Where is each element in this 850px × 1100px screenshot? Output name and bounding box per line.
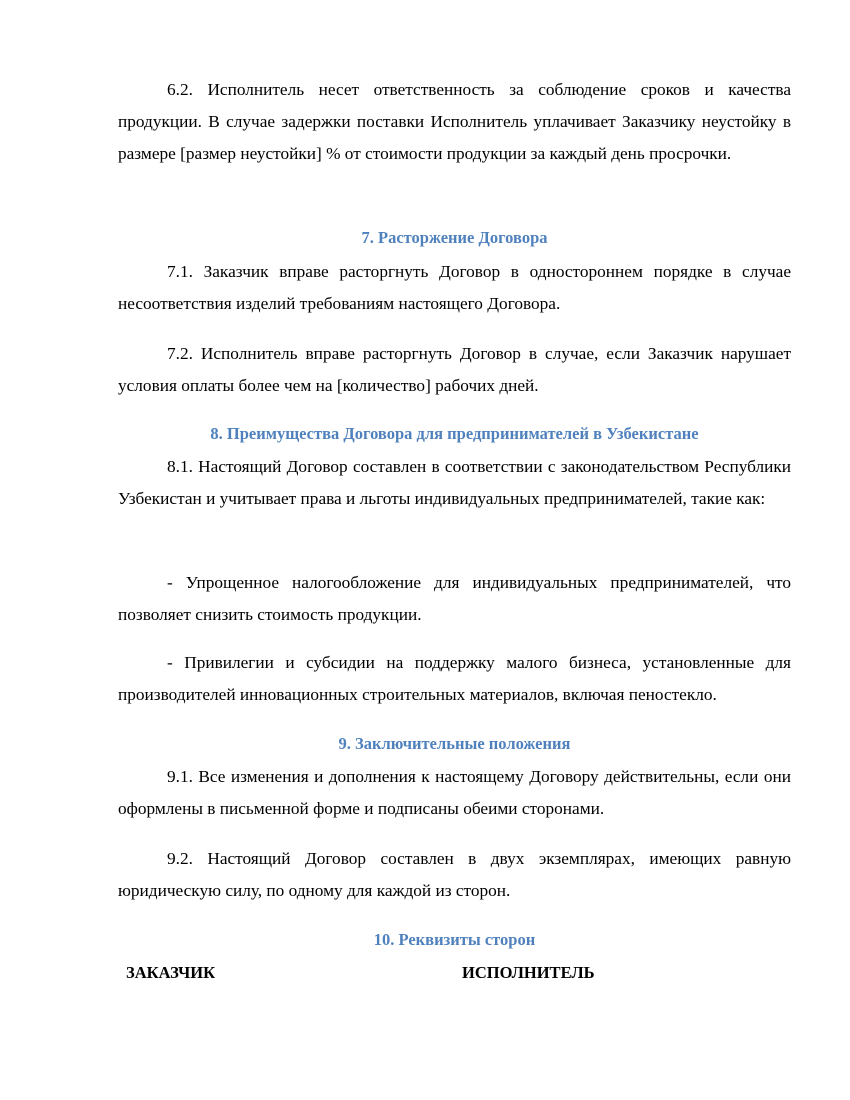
heading-section-9: 9. Заключительные положения (338, 734, 571, 753)
heading-section-10: 10. Реквизиты сторон (373, 930, 536, 949)
paragraph-7-2: 7.2. Исполнитель вправе расторгнуть Договор в случае, если Заказчик нарушает условия оплаты более чем на [количество] рабочих дней. (118, 344, 791, 395)
heading-section-8: 8. Преимущества Договора для предпринимателей в Узбекистане (210, 424, 699, 443)
paragraph-9-2: 9.2. Настоящий Договор составлен в двух экземплярах, имеющих равную юридическую силу, по одному для каждой из сторон. (118, 849, 791, 900)
heading-section-7: 7. Расторжение Договора (361, 228, 548, 247)
bullet-privileges-subsidies: - Привилегии и субсидии на поддержку малого бизнеса, установленные для производителей инновационных строительных материалов, включая пеностекло. (118, 653, 791, 704)
bullet-simplified-taxation: - Упрощенное налогообложение для индивидуальных предпринимателей, что позволяет снизить стоимость продукции. (118, 573, 791, 624)
paragraph-7-1: 7.1. Заказчик вправе расторгнуть Договор в одностороннем порядке в случае несоответствия изделий требованиям настоящего Договора. (118, 262, 791, 313)
paragraph-9-1: 9.1. Все изменения и дополнения к настоящему Договору действительны, если они оформлены в письменной форме и подписаны обеими сторонами. (118, 767, 791, 818)
signature-contractor-label: ИСПОЛНИТЕЛЬ (462, 963, 595, 982)
paragraph-8-1: 8.1. Настоящий Договор составлен в соответствии с законодательством Республики Узбекистан и учитывает права и льготы индивидуальных предпринимателей, такие как: (118, 457, 791, 508)
signature-customer-label: ЗАКАЗЧИК (126, 963, 216, 982)
paragraph-6-2: 6.2. Исполнитель несет ответственность за соблюдение сроков и качества продукции. В случае задержки поставки Исполнитель уплачивает Заказчику неустойку в размере [размер неустойки] % от стоимости продукции за каждый день просрочки. (118, 80, 791, 163)
